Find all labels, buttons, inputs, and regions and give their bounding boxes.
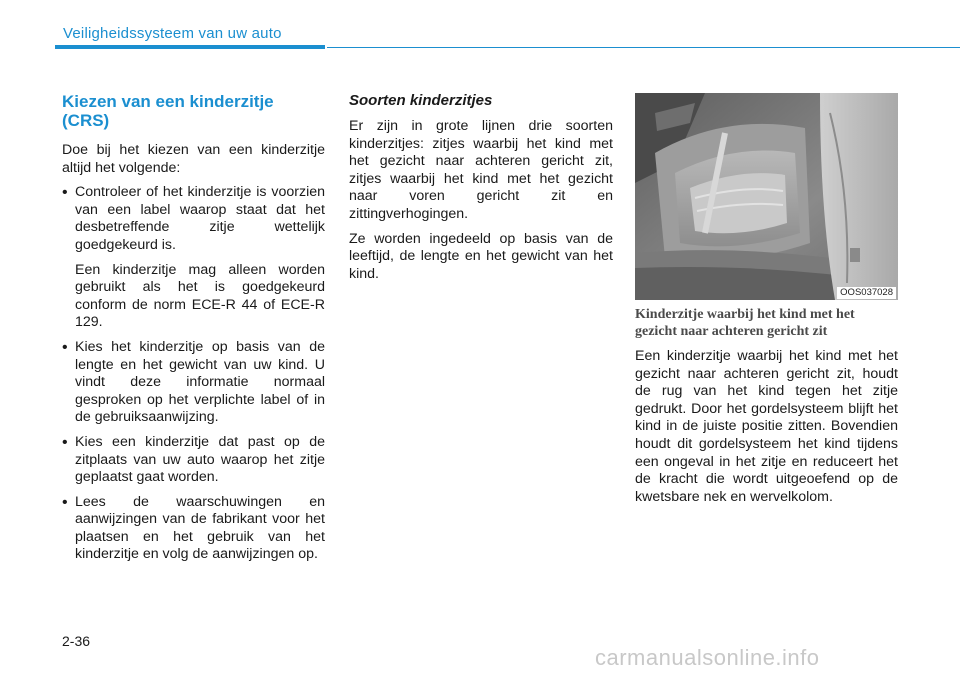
column-seat-types: [349, 90, 613, 290]
heading-seat-types: Soorten kinderzitjes: [349, 92, 493, 109]
page-header: [0, 0, 960, 60]
page-number: 2-36: [62, 633, 91, 649]
section-title: Veiligheidssysteem van uw auto: [63, 25, 282, 42]
heading-choosing-seat: Kiezen van een kinderzitje (CRS): [62, 92, 274, 130]
types-paragraph: Er zijn in grote lijnen drie soorten kinderzitjes: zitjes waarbij het kind met het gezicht naar achteren gericht zit, zitjes waarbij het kind met het gezicht naar voren gericht zit en zittingverhogingen.: [349, 118, 613, 222]
header-accent-bar: [55, 45, 325, 49]
list-item-text: • Kies het kinderzitje op basis van de lengte en het gewicht van uw kind. U vindt deze informatie normaal gesproken op het verplichte label of in de gebruiksaanwijzing.: [75, 338, 325, 426]
header-rule: [327, 47, 960, 48]
intro-paragraph: Doe bij het kiezen van een kinderzitje altijd het volgende:: [62, 142, 325, 176]
column-choosing-seat: [62, 90, 325, 571]
list-item: [62, 184, 325, 332]
list-item: [62, 339, 325, 427]
list-item-text: • Kies een kinderzitje dat past op de zitplaats van uw auto waarop het zitje geplaatst gaat worden.: [75, 433, 325, 486]
image-caption: Kinderzitje waarbij het kind met het gezicht naar achteren gericht zit: [635, 307, 855, 339]
column-rear-facing: [635, 90, 898, 513]
car-interior-illustration: [635, 93, 898, 300]
checklist: [62, 184, 325, 564]
list-item: [62, 494, 325, 564]
list-item-note: Een kinderzitje mag alleen worden gebruikt als het is goedgekeurd conform de norm ECE-R 44 of ECE-R 129.: [75, 261, 325, 331]
watermark: carmanualsonline.info: [595, 645, 820, 670]
image-code: OOS037028: [837, 287, 896, 299]
list-item-text: • Controleer of het kinderzitje is voorzien van een label waarop staat dat het desbetreffende zitje wettelijk goedgekeurd is.: [75, 184, 325, 253]
rear-facing-paragraph: Een kinderzitje waarbij het kind met het gezicht naar achteren gericht zit, houdt de rug van het kind tegen het zitje gedrukt. Door het gordelsysteem blijft het kind in de juiste positie zitten. Bovendien houdt dit gordelsysteem het kind tijdens een ongeval in het zitje en reduceert het de kracht die wordt uitgeoefend op de kwetsbare nek en wervelkolom.: [635, 348, 898, 505]
classification-paragraph: Ze worden ingedeeld op basis van de leeftijd, de lengte en het gewicht van het kind.: [349, 230, 613, 282]
list-item-text: • Lees de waarschuwingen en aanwijzingen van de fabrikant voor het plaatsen en het gebruik van het kinderzitje en volg de aanwijzingen op.: [75, 493, 325, 563]
child-seat-photo: [635, 93, 898, 300]
list-item: [62, 434, 325, 487]
